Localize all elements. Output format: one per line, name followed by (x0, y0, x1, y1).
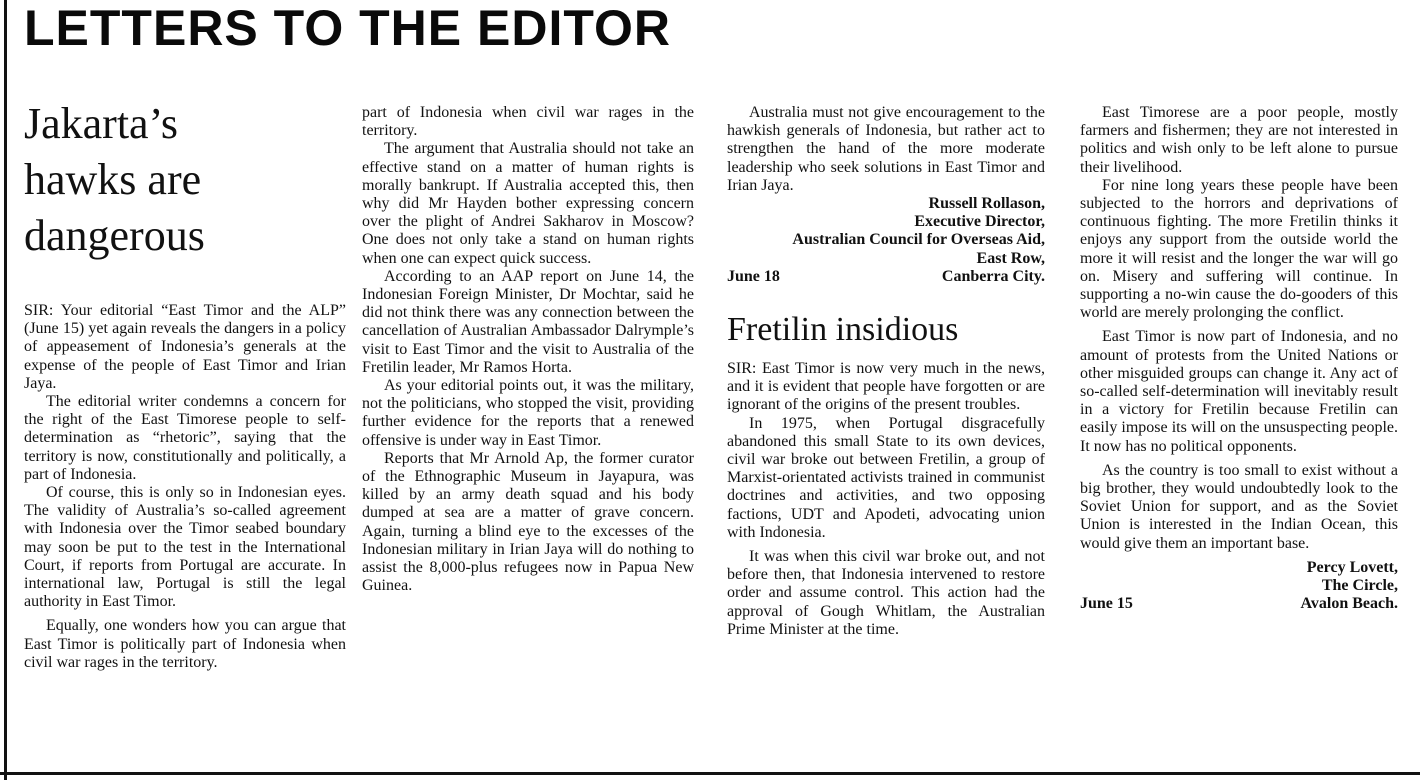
paragraph: It was when this civil war broke out, and not before then, that Indonesia intervened to restore order and assume control. This action had the approval of Gough Whitlam, the Australian Prime Minister at the time. (727, 548, 1045, 638)
paragraph-continued: part of Indonesia when civil war rages in the territory. (362, 104, 694, 140)
signature-organisation: Australian Council for Overseas Aid, (792, 231, 1045, 249)
paragraph: The argument that Australia should not take an effective stand on a matter of human rights is morally bankrupt. If Australia accepted this, then why did Mr Hayden bother expressing concern over the plight of Andrei Sakharov in Moscow? One does not only take a stand on human rights when one can expect quick success. (362, 140, 694, 267)
headline-letter-1 (24, 96, 346, 264)
paragraph: SIR: Your editorial “East Timor and the ALP” (June 15) yet again reveals the dangers in a policy of appeasement of Indonesia’s generals at the expense of the people of East Timor and Irian Jaya. (24, 302, 346, 392)
paragraph: For nine long years these people have been subjected to the horrors and deprivations of continuous fighting. The more Fretilin thinks it enjoys any support from the outside world the more it will resist and the longer the war will go on. Misery and suffering will continue. In supporting a no-win cause the do-gooders of this world are merely prolonging the conflict. (1080, 176, 1398, 322)
masthead: LETTERS TO THE EDITOR (24, 0, 671, 56)
paragraph: Reports that Mr Arnold Ap, the former curator of the Ethnographic Museum in Jayapura, was killed by an army death squad and his body dumped at sea are a matter of grave concern. Again, turning a blind eye to the excesses of the Indonesian military in Irian Jaya will do nothing to assist the 8,000-plus refugees now in Papua New Guinea. (362, 449, 694, 595)
letter-date: June 15 (1080, 595, 1133, 613)
paragraph: According to an AAP report on June 14, the Indonesian Foreign Minister, Dr Mochtar, said he did not think there was any connection between the cancellation of Australian Ambassador Dalrymple’s visit to East Timor and the visit to Australia of the Fretilin leader, Mr Ramos Horta. (362, 267, 694, 376)
headline-line: hawks are (24, 155, 202, 204)
headline-letter-2: Fretilin insidious (727, 311, 959, 349)
paragraph: As the country is too small to exist without a big brother, they would undoubtedly look to the Soviet Union for support, and as the Soviet Union is interested in the Indian Ocean, this would give them an important base. (1080, 461, 1398, 552)
signature-address: East Row, (976, 249, 1045, 267)
left-rule (4, 0, 7, 780)
column-4 (1080, 104, 1398, 613)
paragraph: In 1975, when Portugal disgracefully abandoned this small State to its own devices, civil war broke out between Fretilin, a group of Marxist-orientated activists trained in communist doctrines and activities, and two opposing factions, UDT and Apodeti, advocating union with Indonesia. (727, 414, 1045, 541)
letter-date: June 18 (727, 267, 780, 285)
paragraph: East Timor is now part of Indonesia, and no amount of protests from the United Nations or other misguided groups can change it. Any act of so-called self-determination will inevitably result in a victory for Fretilin because Fretilin can easily impose its will on the unsuspecting people. It now has no political opponents. (1080, 328, 1398, 455)
signature-name: Percy Lovett, (1306, 558, 1398, 576)
paragraph: Australia must not give encouragement to the hawkish generals of Indonesia, but rather act to strengthen the hand of the more moderate leadership who seek solutions in East Timor and Irian Jaya. (727, 104, 1045, 194)
column-3 (727, 104, 1045, 639)
paragraph: Of course, this is only so in Indonesian eyes. The validity of Australia’s so-called agreement with Indonesia over the Timor seabed boundary may soon be put to the test in the International Court, if reports from Portugal are accurate. In international law, Portugal is still the legal authority in East Timor. (24, 484, 346, 611)
paragraph: SIR: East Timor is now very much in the news, and it is evident that people have forgotten or are ignorant of the origins of the present troubles. (727, 360, 1045, 414)
bottom-rule (0, 772, 1420, 775)
paragraph: East Timorese are a poor people, mostly farmers and fishermen; they are not interested in politics and wish only to be left alone to pursue their livelihood. (1080, 104, 1398, 176)
signature-row (1080, 595, 1398, 613)
signature-address: The Circle, (1321, 577, 1398, 595)
signature-address: Canberra City. (941, 267, 1045, 285)
signature-name: Russell Rollason, (928, 195, 1045, 213)
column-1 (24, 96, 346, 671)
signature-title: Executive Director, (914, 213, 1045, 231)
paragraph: Equally, one wonders how you can argue that East Timor is politically part of Indonesia when civil war rages in the territory. (24, 617, 346, 671)
signature-row (727, 268, 1045, 286)
headline-line: dangerous (24, 211, 205, 260)
column-2 (362, 104, 694, 595)
paragraph: The editorial writer condemns a concern for the right of the East Timorese people to self-determination as “rhetoric”, saying that the territory is now, constitutionally and politically, a part of Indonesia. (24, 393, 346, 483)
headline-line: Jakarta’s (24, 99, 178, 148)
signature-address: Avalon Beach. (1300, 595, 1398, 613)
paragraph: As your editorial points out, it was the military, not the politicians, who stopped the visit, providing further evidence for the reports that a renewed offensive is under way in East Timor. (362, 377, 694, 449)
